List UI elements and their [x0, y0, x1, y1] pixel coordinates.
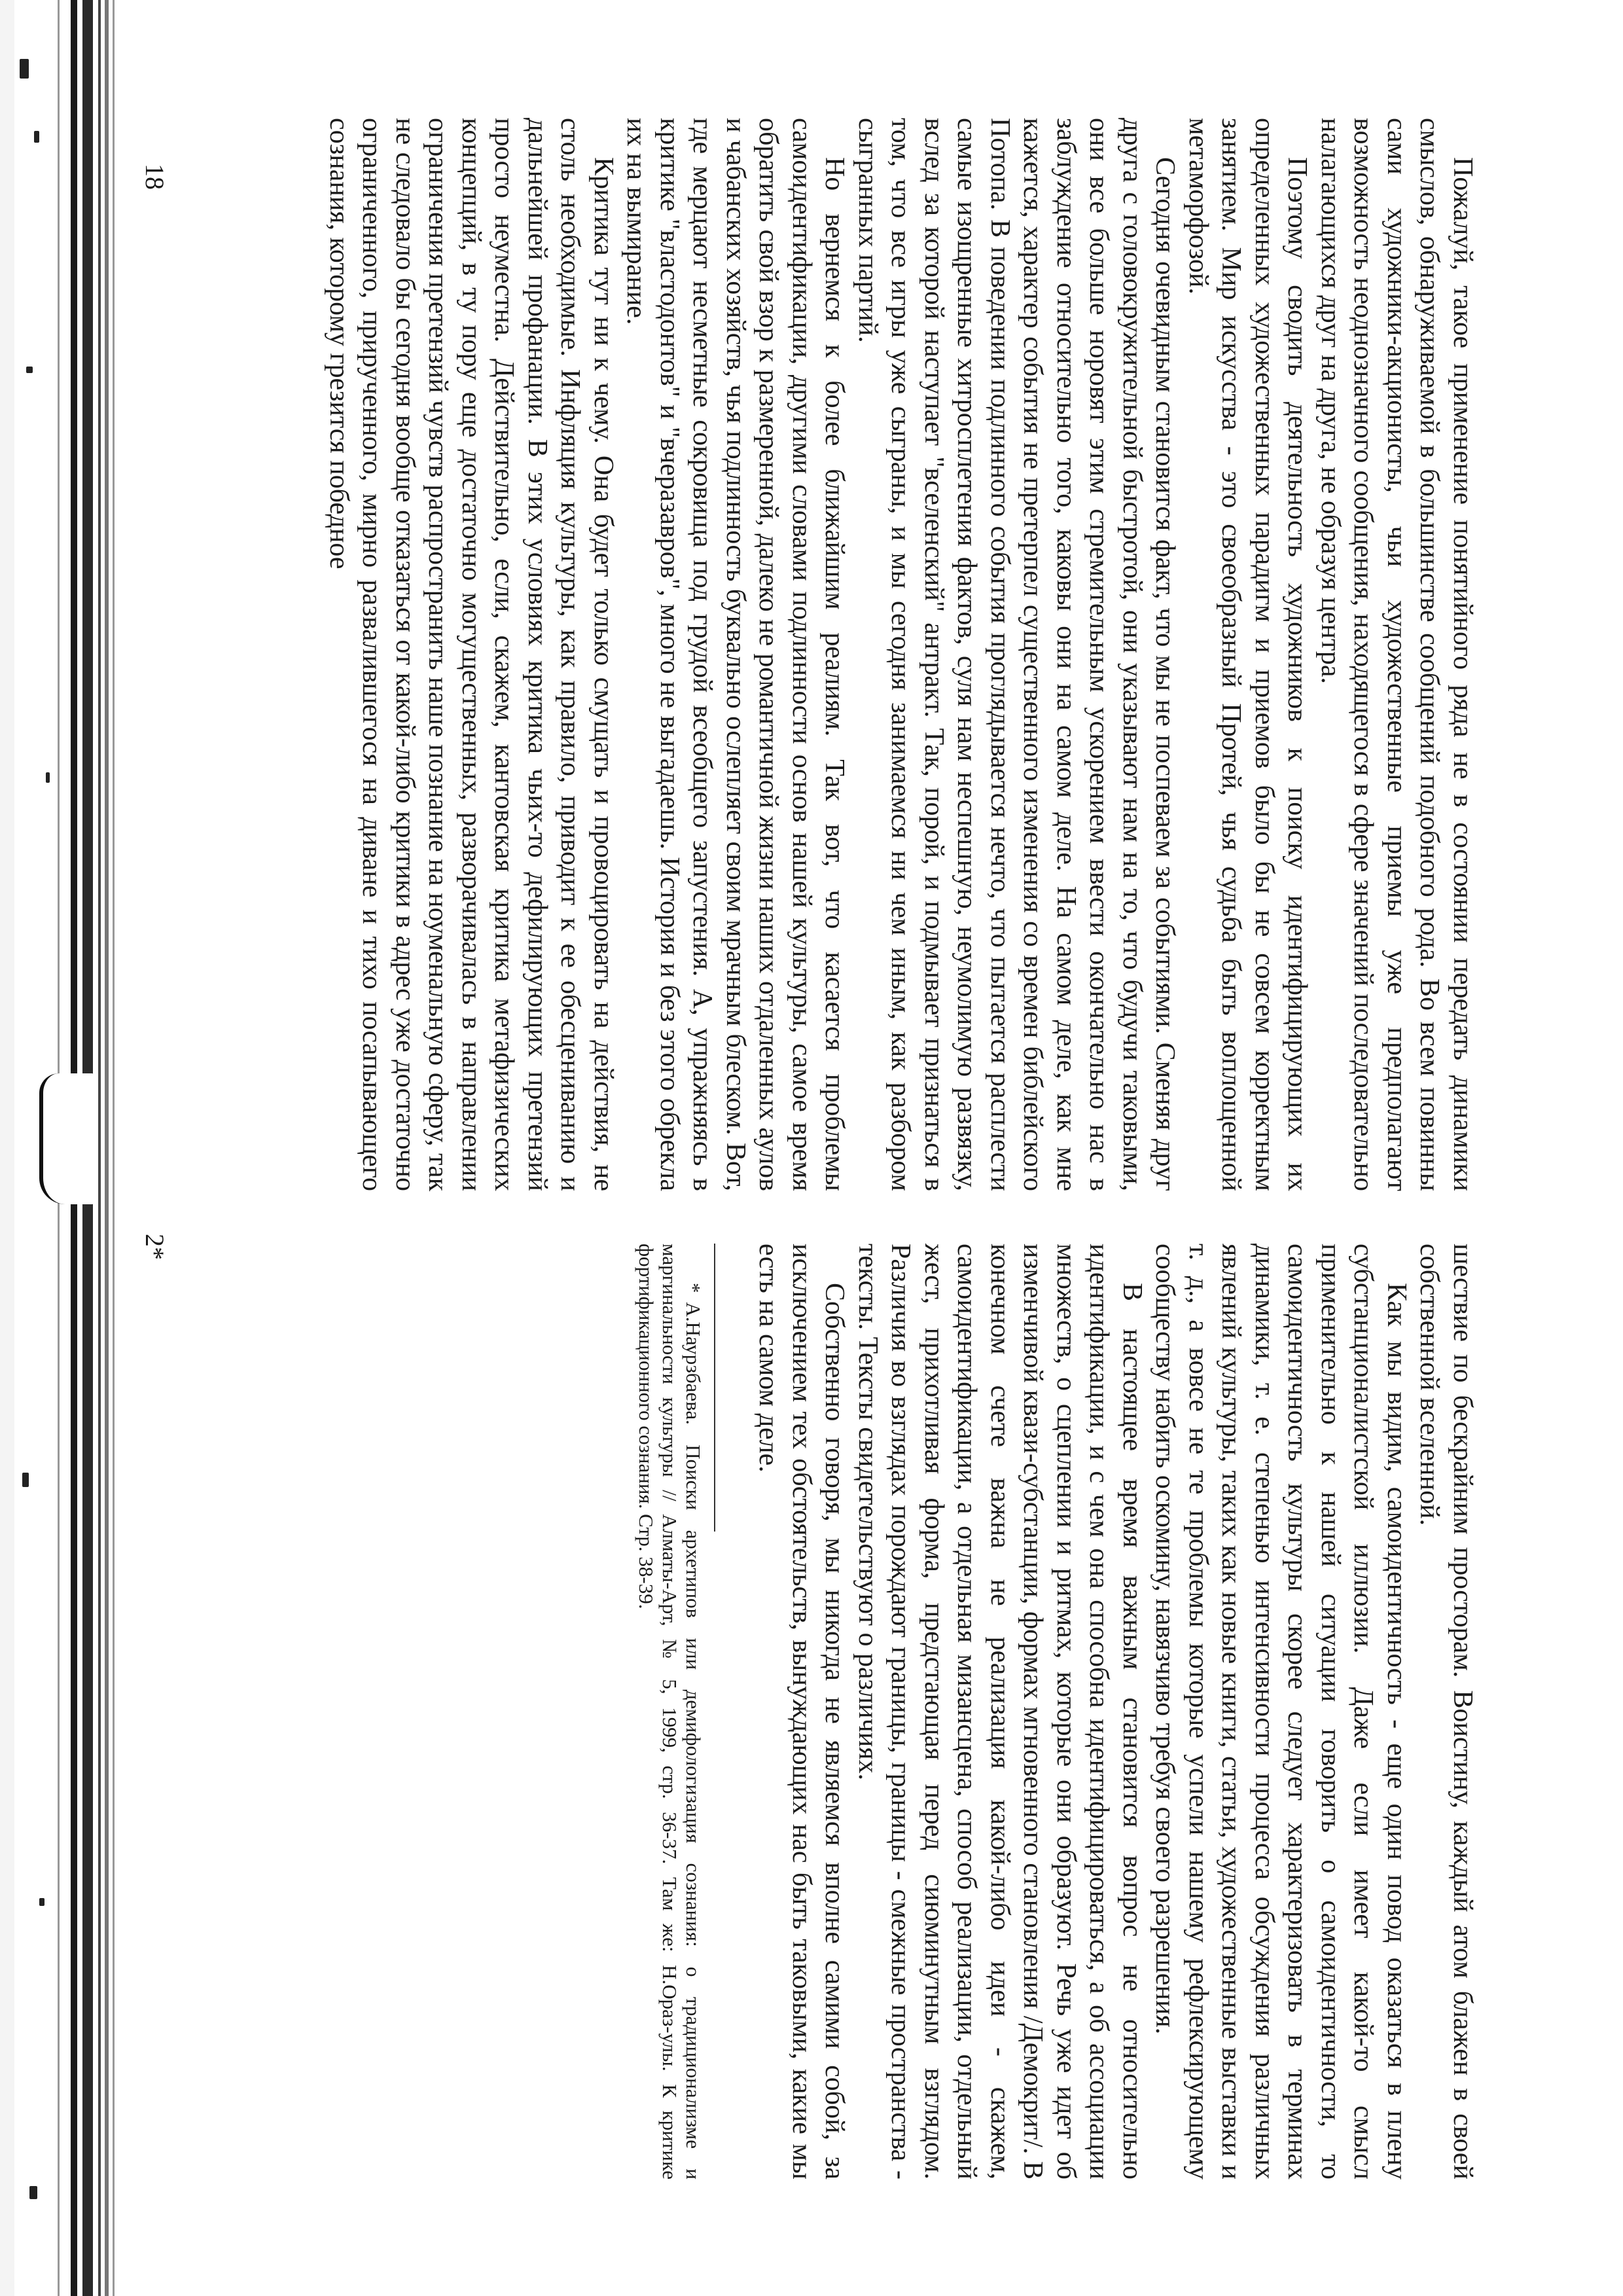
page-number-left: 18 [140, 164, 169, 190]
left-paragraph-3: Сегодня очевидным становится факт, что мы не поспеваем за событиями. Сменяя друг друга с головокружительной быстротой, они указывают нам на то, что будучи таковыми, они все больше норовят этим стремительным ускорением ввести окончательно нас в заблуждение относительно того, каковы они на самом деле. На самом деле, как мне кажется, характер события не претерпел существенного изменения со времен библейского Потопа. В поведении подлинного события проглядывается нечто, что пытается расплести самые изощренные хитросплетения фактов, суля нам неспешную, неумолимую развязку, вслед за которой наступает "вселенский" антракт. Так, порой, и подмывает признаться в том, что все игры уже сыграны, и мы сегодня занимаемся ни чем иным, как разбором сыгранных партий. [853, 118, 1181, 1191]
right-page-column [634, 1244, 1479, 2179]
right-paragraph-2: Как мы видим, самоидентичность - еще один повод оказаться в плену субстанционалистской иллюзии. Даже если имеет какой-то смысл применительно к нашей ситуации говорить о самоидентичности, то самоидентичность культуры скорее следует характеризовать в терминах динамики, т. е. степенью интенсивности процесса обсуждения различных явлений культуры, таких как новые книги, статьи, художественные выставки и т. д., а вовсе не те проблемы которые успели нашему рефлексирующему сообществу набить оскомину, навязчиво требуя своего разрешения. [1150, 1244, 1412, 2179]
page-number-right: 2* [140, 1234, 169, 1260]
left-paragraph-4: Но вернемся к более ближайшим реалиям. Так вот, что касается проблемы самоидентификации, другими словами подлинности основ нашей культуры, самое время обратить свой взор к размеренной, далеко не романтичной жизни наших отдаленных аулов и чабанских хозяйств, чья подлинность буквально ослепляет своим мрачным блеском. Вот, где мерцают несметные сокровища под грудой всеобщего запустения. А, упражняясь в критике "властодонтов" и "вчеразавров", много не выгадаешь. История и без этого обрекла их на вымирание. [621, 118, 850, 1191]
left-paragraph-5: Критика тут ни к чему. Она будет только смущать и провоцировать на действия, не столь необходимые. Инфляция культуры, как правило, приводит к ее обесцениванию и дальнейшей профанации. В этих условиях критика чьих-то дефилирующих претензий просто неуместна. Действительно, если, скажем, кантовская критика метафизических концепций, в ту пору еще достаточно могущественных, разворачивалась в направлении ограничения претензий чувств распространить наше познание на ноуменальную сферу, так не следовало бы сегодня вообще отказаться от какой-либо критики в адрес уже достаточно ограниченного, прирученного, мирно развалившегося на диване и тихо посапывающего сознания, которому грезится победное [324, 118, 618, 1191]
footnote-marker: * [682, 1283, 705, 1293]
right-paragraph-4: Собственно говоря, мы никогда не являемся вполне самими собой, за исключением тех обстоятельств, вынуждающих нас быть таковыми, какие мы есть на самом деле. [753, 1244, 850, 2179]
footnote-divider [714, 1244, 715, 1532]
left-paragraph-1: Пожалуй, такое применение понятийного ряда не в состоянии передать динамики смыслов, обнаруживаемой в большинстве сообщений подобного рода. Во всем повинны сами художники-акционисты, чьи художественные приемы уже предполагают возможность неоднозначного сообщения, находящегося в сфере значений последовательно налагающихся друг на друга, не образуя центра. [1315, 118, 1478, 1191]
right-paragraph-3: В настоящее время важным становится вопрос не относительно идентификации, и с чем она способна идентифицироваться, а об ассоциации множеств, о сцеплении и ритмах, которые они образуют. Речь уже идет об изменчивой квази-субстанции, формах мгновенного становления /Демокрит/. В конечном счете важна не реализация какой-либо идеи - скажем, самоидентификации, а отдельная мизансцена, способ реализации, отдельный жест, прихотливая форма, предстающая перед сиюминутным взглядом. Различия во взглядах порождают границы, границы - смежные пространства - тексты. Тексты свидетельствуют о различиях. [853, 1244, 1147, 2179]
right-paragraph-1: шествие по бескрайним просторам. Воистину, каждый атом блажен в своей собственной вселенной. [1414, 1244, 1478, 2179]
footnote [634, 1244, 705, 2179]
scan-edge-artifact [0, 0, 128, 2296]
left-paragraph-2: Поэтому сводить деятельность художников к поиску идентифицирующих их определенных художественных парадигм и приемов было бы не совсем корректным занятием. Мир искусства - это своеобразный Протей, чья судьба быть воплощенной метаморфозой. [1183, 118, 1313, 1191]
rotated-spread [118, 0, 1505, 2296]
left-page-column [323, 118, 1480, 1191]
footnote-text: А.Наурзбаева. Поиски архетипов или демифологизация сознания: о традиционализме и маргинальности культуры // Алматы-Арт, № 5, 1999, стр. 36-37. Там же: Н.Ораз-улы. К критике фортификационного сознания. Стр. 38-39. [635, 1244, 705, 2179]
